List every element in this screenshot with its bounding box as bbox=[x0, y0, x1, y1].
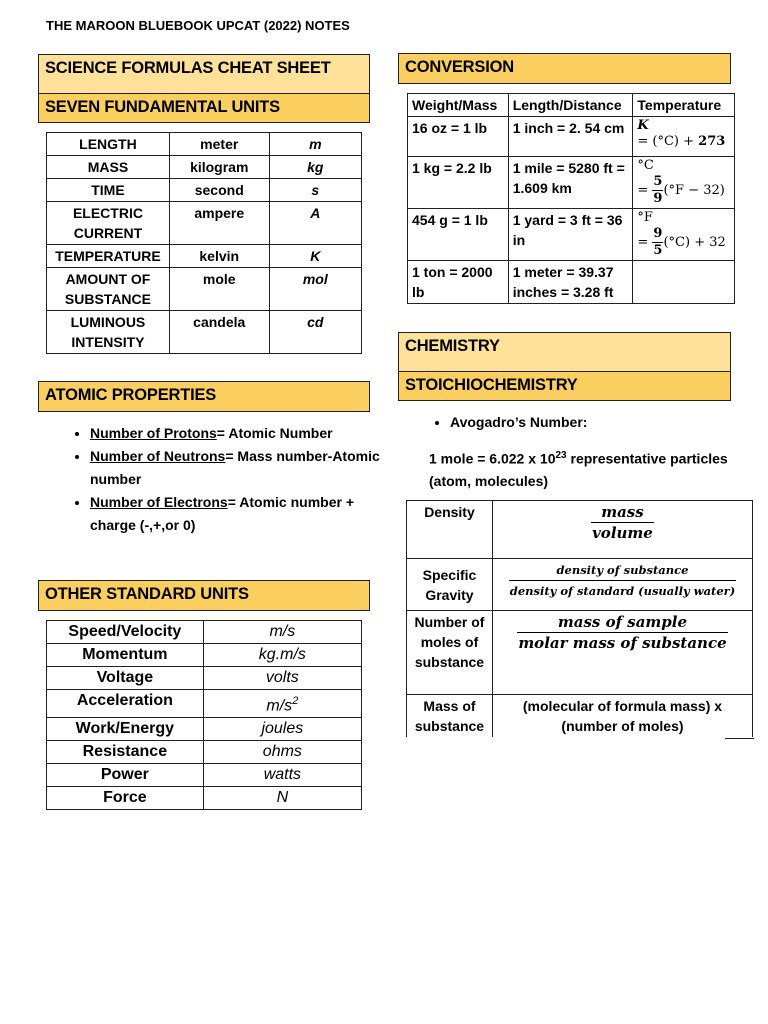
quantity-cell: Momentum bbox=[47, 644, 204, 667]
fraction bbox=[591, 502, 654, 543]
table-row bbox=[47, 156, 362, 179]
fraction-numerator: 5 bbox=[653, 174, 663, 189]
table-row bbox=[47, 718, 362, 741]
table-row bbox=[47, 764, 362, 787]
bullet-text: = Mass number-Atomic number bbox=[90, 448, 380, 487]
fraction-numerator: mass bbox=[591, 502, 654, 523]
quantity-cell: Force bbox=[47, 787, 204, 810]
table-row bbox=[47, 311, 362, 354]
bullet-term: Number of Neutrons bbox=[90, 448, 226, 464]
table-row bbox=[47, 787, 362, 810]
formula-variable: °F bbox=[637, 210, 653, 225]
mole-text: 1 mole = 6.022 x 10 bbox=[429, 450, 556, 467]
formula-text: (°C) + 32 bbox=[663, 235, 726, 250]
document-title: THE MAROON BLUEBOOK UPCAT (2022) NOTES bbox=[46, 18, 350, 33]
mass-cell: 1 ton = 2000 lb bbox=[408, 261, 509, 304]
quantity-cell: Speed/Velocity bbox=[47, 621, 204, 644]
column-header: Temperature bbox=[633, 94, 735, 117]
formula-text: = bbox=[637, 183, 653, 198]
table-row bbox=[407, 559, 753, 611]
unit-cell: second bbox=[169, 179, 269, 202]
quantity-cell: ELECTRIC CURRENT bbox=[47, 202, 170, 245]
conversion-heading: CONVERSION bbox=[398, 53, 731, 84]
fahrenheit-formula bbox=[633, 209, 735, 261]
symbol-cell: kg bbox=[269, 156, 361, 179]
list-item bbox=[90, 422, 390, 445]
table-row bbox=[47, 202, 362, 245]
symbol-cell: m bbox=[269, 133, 361, 156]
bullet-term: Number of Electrons bbox=[90, 494, 228, 510]
table-row bbox=[408, 261, 735, 304]
fraction-denominator: 5 bbox=[653, 243, 663, 258]
stoichiometry-table bbox=[406, 500, 753, 737]
unit-cell: kg.m/s bbox=[203, 644, 361, 667]
sheet-title: SCIENCE FORMULAS CHEAT SHEET bbox=[38, 54, 370, 94]
table-header-row bbox=[408, 94, 735, 117]
unit-cell: ohms bbox=[203, 741, 361, 764]
formula-text: = bbox=[637, 235, 653, 250]
table-row bbox=[47, 621, 362, 644]
mass-cell: 454 g = 1 lb bbox=[408, 209, 509, 261]
table-row bbox=[47, 644, 362, 667]
mole-text-end: representative particles (atom, molecules) bbox=[429, 450, 728, 489]
column-header: Weight/Mass bbox=[408, 94, 509, 117]
unit-text: m/s bbox=[266, 697, 293, 715]
formula-variable: K bbox=[637, 118, 649, 133]
atomic-properties-list bbox=[46, 422, 390, 537]
quantity-cell: TIME bbox=[47, 179, 170, 202]
fraction-denominator: 9 bbox=[653, 191, 663, 206]
atomic-properties-heading: ATOMIC PROPERTIES bbox=[38, 381, 370, 412]
table-row bbox=[408, 209, 735, 261]
bullet-text: = Atomic number + charge (-,+,or 0) bbox=[90, 494, 354, 533]
bullet-term: Number of Protons bbox=[90, 425, 217, 441]
unit-cell: kilogram bbox=[169, 156, 269, 179]
table-row bbox=[408, 157, 735, 209]
unit-cell: watts bbox=[203, 764, 361, 787]
other-units-heading: OTHER STANDARD UNITS bbox=[38, 580, 370, 611]
quantity-cell: Work/Energy bbox=[47, 718, 204, 741]
symbol-cell: mol bbox=[269, 268, 361, 311]
quantity-cell: Voltage bbox=[47, 667, 204, 690]
column-header: Length/Distance bbox=[508, 94, 633, 117]
table-row bbox=[408, 117, 735, 157]
fraction-denominator: density of standard (usually water) bbox=[509, 584, 736, 598]
specific-gravity-formula bbox=[492, 559, 752, 611]
density-formula bbox=[492, 501, 752, 559]
table-row bbox=[47, 741, 362, 764]
symbol-cell: K bbox=[269, 245, 361, 268]
length-cell: 1 mile = 5280 ft = 1.609 km bbox=[508, 157, 633, 209]
unit-cell: m/s bbox=[203, 621, 361, 644]
list-item bbox=[90, 445, 390, 491]
table-row bbox=[407, 695, 753, 738]
celsius-formula bbox=[633, 157, 735, 209]
fraction bbox=[509, 560, 736, 601]
quantity-cell: Acceleration bbox=[47, 690, 204, 718]
mass-cell: 16 oz = 1 lb bbox=[408, 117, 509, 157]
unit-cell: mole bbox=[169, 268, 269, 311]
list-item bbox=[90, 491, 390, 537]
unit-exponent: 2 bbox=[292, 695, 299, 707]
table-row bbox=[47, 133, 362, 156]
fraction bbox=[652, 174, 663, 207]
other-units-table bbox=[46, 620, 362, 810]
unit-cell: N bbox=[203, 787, 361, 810]
empty-cell bbox=[633, 261, 735, 304]
quantity-cell: TEMPERATURE bbox=[47, 245, 170, 268]
avogadro-list bbox=[406, 411, 768, 434]
mass-cell: 1 kg = 2.2 lb bbox=[408, 157, 509, 209]
mole-definition bbox=[429, 445, 729, 492]
table-row bbox=[47, 667, 362, 690]
conversion-table bbox=[407, 93, 735, 304]
fraction-denominator: molar mass of substance bbox=[518, 634, 727, 652]
unit-cell: ampere bbox=[169, 202, 269, 245]
quantity-cell: LENGTH bbox=[47, 133, 170, 156]
unit-cell: candela bbox=[169, 311, 269, 354]
moles-formula bbox=[492, 611, 752, 695]
formula-label: Specific Gravity bbox=[407, 559, 493, 611]
unit-cell: kelvin bbox=[169, 245, 269, 268]
unit-cell: joules bbox=[203, 718, 361, 741]
formula-number: 273 bbox=[698, 134, 726, 149]
formula-label: Number of moles of substance bbox=[407, 611, 493, 695]
symbol-cell: A bbox=[269, 202, 361, 245]
mole-exponent: 23 bbox=[555, 450, 567, 461]
fraction-numerator: 9 bbox=[653, 226, 663, 241]
quantity-cell: MASS bbox=[47, 156, 170, 179]
length-cell: 1 inch = 2. 54 cm bbox=[508, 117, 633, 157]
fraction-denominator: volume bbox=[592, 524, 653, 542]
table-row bbox=[407, 611, 753, 695]
fraction-numerator: mass of sample bbox=[517, 612, 727, 633]
table-row bbox=[407, 501, 753, 559]
length-cell: 1 yard = 3 ft = 36 in bbox=[508, 209, 633, 261]
quantity-cell: LUMINOUS INTENSITY bbox=[47, 311, 170, 354]
unit-cell: volts bbox=[203, 667, 361, 690]
fundamental-units-heading: SEVEN FUNDAMENTAL UNITS bbox=[38, 93, 370, 123]
fraction bbox=[652, 226, 663, 259]
formula-label: Mass of substance bbox=[407, 695, 493, 738]
formula-variable: °C bbox=[637, 158, 654, 173]
fraction-numerator: density of substance bbox=[509, 560, 736, 581]
symbol-cell: s bbox=[269, 179, 361, 202]
table-row bbox=[47, 268, 362, 311]
formula-label: Density bbox=[407, 501, 493, 559]
unit-cell: meter bbox=[169, 133, 269, 156]
formula-text: = (°C) + bbox=[637, 134, 699, 149]
chemistry-heading: CHEMISTRY bbox=[398, 332, 731, 372]
stoichiochemistry-heading: STOICHIOCHEMISTRY bbox=[398, 371, 731, 401]
table-row bbox=[47, 245, 362, 268]
table-bottom-rule bbox=[725, 738, 754, 739]
list-item: • Avogadro’s Number: bbox=[450, 411, 768, 434]
formula-text: (°F − 32) bbox=[663, 183, 725, 198]
quantity-cell: Power bbox=[47, 764, 204, 787]
quantity-cell: Resistance bbox=[47, 741, 204, 764]
bullet-text: = Atomic Number bbox=[216, 425, 333, 441]
mass-of-substance-text: (molecular of formula mass) x (number of moles) bbox=[492, 695, 752, 738]
fundamental-units-table bbox=[46, 132, 362, 354]
quantity-cell: AMOUNT OF SUBSTANCE bbox=[47, 268, 170, 311]
unit-cell bbox=[203, 690, 361, 718]
kelvin-formula bbox=[633, 117, 735, 157]
length-cell: 1 meter = 39.37 inches = 3.28 ft bbox=[508, 261, 633, 304]
fraction bbox=[517, 612, 727, 653]
symbol-cell: cd bbox=[269, 311, 361, 354]
table-row bbox=[47, 690, 362, 718]
table-row bbox=[47, 179, 362, 202]
